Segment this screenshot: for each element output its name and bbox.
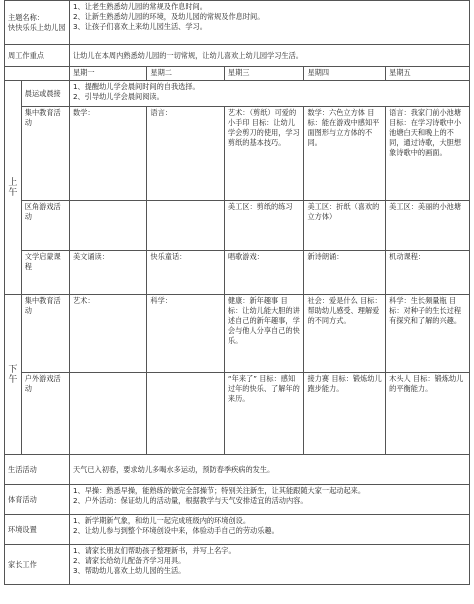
am-literature-label: 文学启蒙课程 [21,251,69,295]
am-corner-thu: 美工区：折纸（喜欢的立方体） [304,201,386,251]
morning-exercise-text [69,81,469,107]
am-literature-mon: 美文诵读： [69,251,146,295]
morning-line: 2、引导幼儿学会晨间阅读。 [72,92,164,101]
sports-line: 1、早操：熟悉早操，能熟练的做完全部操节；特别关注新生，让其能跟随大家一起动起来。 [72,486,366,495]
am-corner-label: 区角游戏活动 [21,201,69,251]
am-group-label: 集中教育活动 [21,107,69,201]
am-literature-tue: 快乐童话： [147,251,224,295]
theme-cell [5,1,70,45]
pm-outdoor-thu: 接力赛 目标：锻炼幼儿跑步能力。 [304,373,386,455]
parents-line: 1、请家长朋友们帮助孩子整理新书，并写上名字。 [72,546,236,555]
am-literature-wed: 唱歌游戏： [224,251,304,295]
wu-char: 午 [8,374,18,385]
wu-char: 午 [8,187,18,198]
goal-line: 2、让新生熟悉幼儿园的环境，及幼儿园的常规及作息时间。 [72,12,265,21]
week-focus-label: 周工作重点 [5,45,70,67]
xia-char: 下 [8,364,18,375]
pm-group-label: 集中教育活动 [21,295,69,373]
parents-line: 2、请家长给幼儿配备齐学习用具。 [72,556,186,565]
theme-label: 主题名称： [8,12,44,22]
life-label: 生活活动 [5,455,70,485]
weekly-plan-table [4,0,470,585]
goal-line: 3、让孩子们喜欢上来幼儿园生活、学习。 [72,22,207,31]
theme-name: 快快乐乐上幼儿园 [8,22,66,32]
am-group-wed: 艺术：（剪纸）可爱的小手印 目标：让幼儿学会剪刀的使用，学习剪纸的基本技巧。 [224,107,304,201]
am-group-fri: 语言：我家门前小池塘 目标：在学习诗歌中小池塘白天和晚上的不同，通过诗歌，大胆想象诗歌中的画面。 [386,107,470,201]
pm-outdoor-wed: “年来了” 目标：感知过年的快乐、了解年的来历。 [224,373,304,455]
sports-text [69,485,469,515]
sports-line: 2、户外活动：保证幼儿的活动量，根据教学与天气安排适宜的活动内容。 [72,496,308,505]
am-corner-fri: 美工区：美丽的小池塘 [386,201,470,251]
am-literature-thu: 新诗朗诵： [304,251,386,295]
pm-outdoor-fri: 木头人 目标：锻炼幼儿的平衡能力。 [386,373,470,455]
week-focus-text: 让幼儿在本周内熟悉幼儿园的一切常规，让幼儿喜欢上幼儿园学习生活。 [69,45,469,67]
pm-group-thu: 社会：爱是什么 目标：帮助幼儿感受、理解爱的不同方式。 [304,295,386,373]
environment-label: 环境设置 [5,515,70,545]
day-header-wed: 星期三 [224,67,304,81]
pm-outdoor-mon [69,373,146,455]
pm-group-tue: 科学： [147,295,224,373]
parents-text [69,545,469,585]
am-corner-wed: 美工区：剪纸的练习 [224,201,304,251]
parents-line: 3、帮助幼儿喜欢上幼儿园的生活。 [72,566,186,575]
am-group-mon: 数学： [69,107,146,201]
morning-line: 1、提醒幼儿学会晨间时间的自我选择。 [72,82,200,91]
am-group-tue: 语言： [147,107,224,201]
goal-line: 1、让老生熟悉幼儿园的常规及作息时间。 [72,2,207,11]
pm-outdoor-tue [147,373,224,455]
am-literature-fri: 机动课程： [386,251,470,295]
am-corner-tue [147,201,224,251]
morning-exercise-label: 晨运或晨接 [21,81,69,107]
pm-outdoor-label: 户外游戏活动 [21,373,69,455]
life-text: 天气已入初春，要求幼儿多喝水多运动，预防春季疾病的发生。 [69,455,469,485]
environment-line: 1、新学期新气象，和幼儿一起完成班级内的环境创设。 [72,516,251,525]
am-group-thu: 数学：六色立方体 目标：能在游戏中感知平面图形与立方体的不同。 [304,107,386,201]
pm-group-fri: 科学：生长频量瓶 目标：对种子的生长过程有探究和了解的兴趣。 [386,295,470,373]
pm-group-wed: 健康：新年趣事 目标：让幼儿能大胆的讲述自己的新年趣事，学会与他人分享自己的快乐。 [224,295,304,373]
morning-section-label [5,81,22,295]
day-header-blank [5,67,70,81]
day-header-mon: 星期一 [69,67,146,81]
sports-label: 体育活动 [5,485,70,515]
shang-char: 上 [8,177,18,188]
goals-cell [69,1,469,45]
pm-group-mon: 艺术： [69,295,146,373]
day-header-tue: 星期二 [147,67,224,81]
environment-line: 2、让幼儿参与到整个环境创设中来，体验动手自己的劳动乐趣。 [72,526,279,535]
parents-label: 家长工作 [5,545,70,585]
afternoon-section-label [5,295,22,455]
day-header-fri: 星期五 [386,67,470,81]
day-header-thu: 星期四 [304,67,386,81]
am-corner-mon [69,201,146,251]
environment-text [69,515,469,545]
